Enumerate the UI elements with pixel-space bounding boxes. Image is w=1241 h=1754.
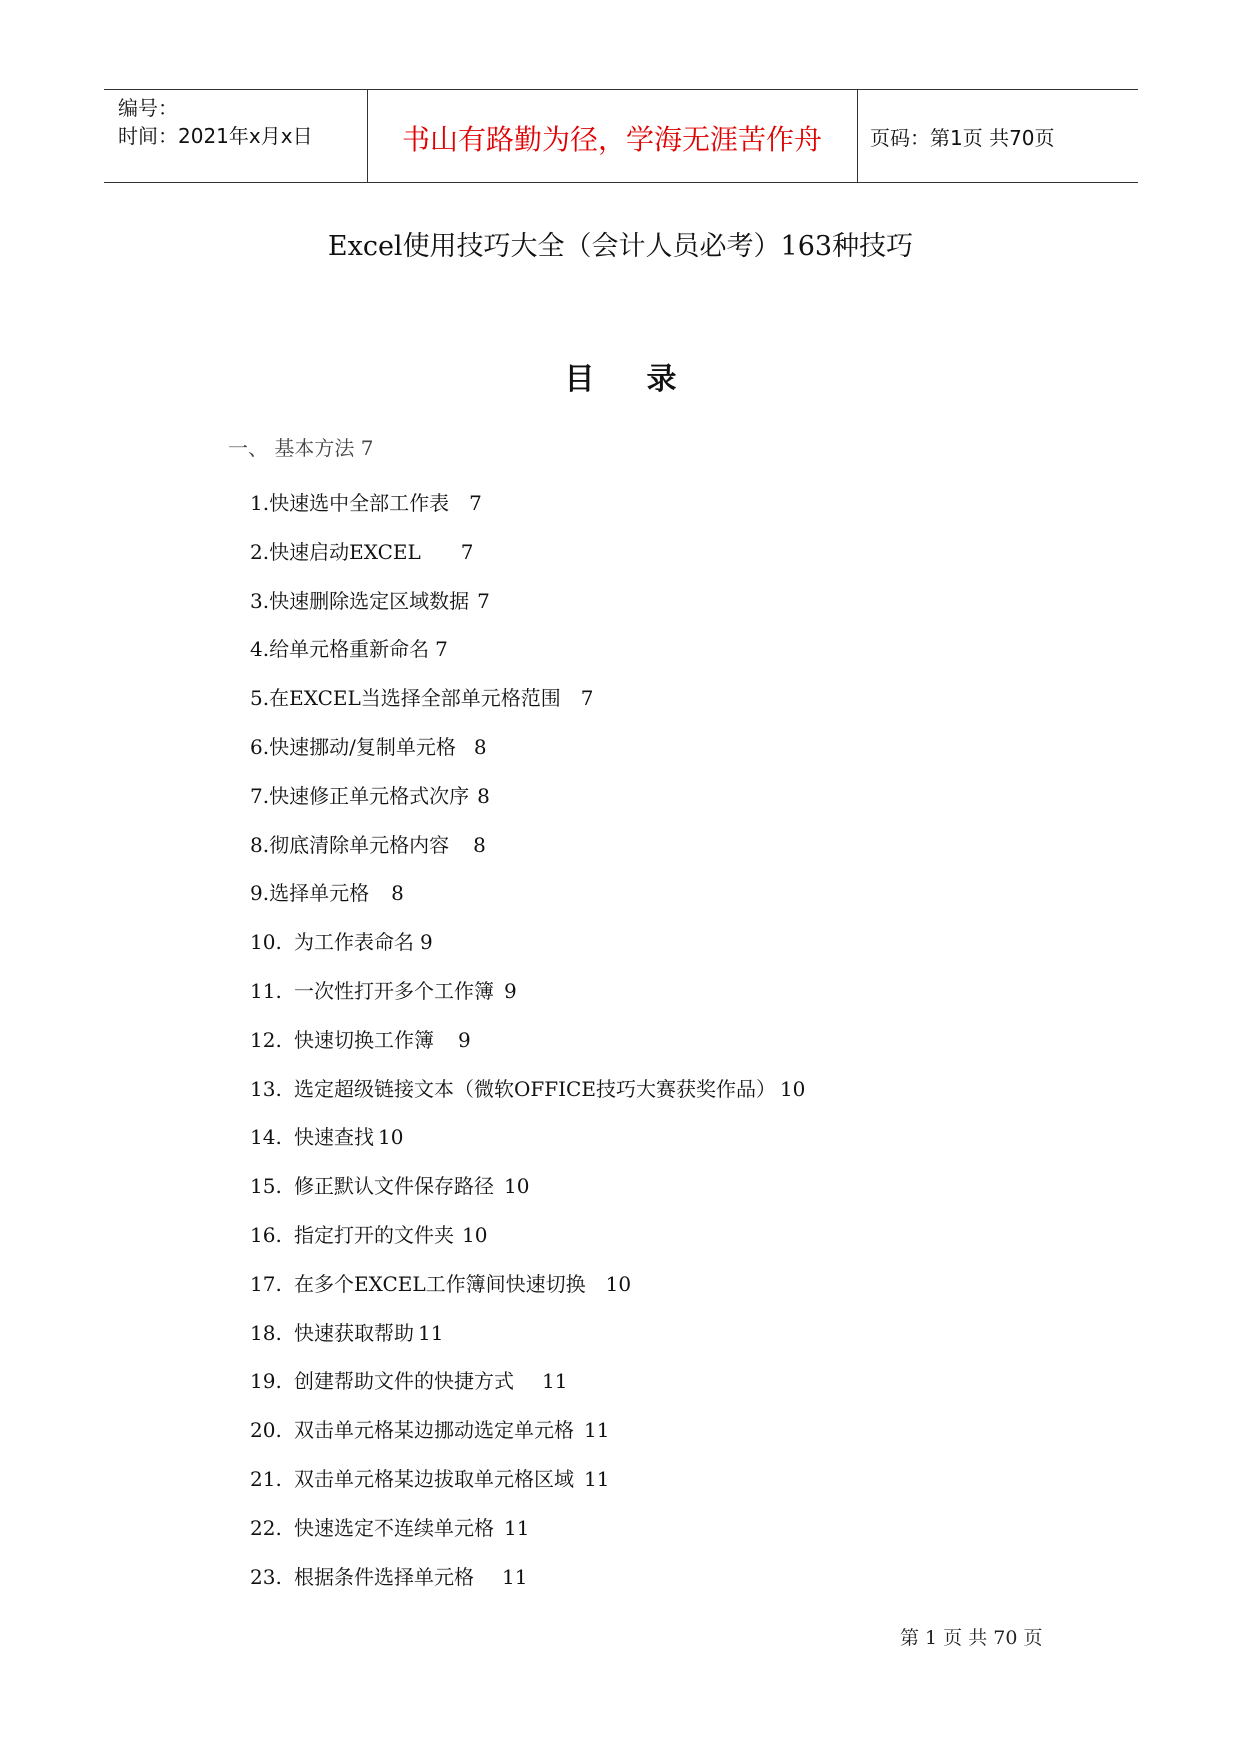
toc-entry[interactable] [250,929,805,978]
toc-entry[interactable] [250,1076,805,1125]
toc-entry-title: 创建帮助文件的快捷方式 [294,1369,514,1394]
toc-entry[interactable] [250,1173,805,1222]
toc-entry-title: 快速查找 [294,1125,374,1150]
toc-entry[interactable] [250,1417,805,1466]
toc-entry[interactable] [250,734,805,783]
toc-entry-number: 14. [250,1125,282,1150]
toc-entry-number: 19. [250,1369,282,1394]
toc-entry-page: 11 [584,1466,610,1491]
toc-entry-number: 7. [250,783,270,808]
toc-entry-page: 8 [473,832,486,857]
toc-entry-title: 快速选中全部工作表 [269,491,450,515]
toc-entry[interactable] [250,1222,805,1271]
toc-entry-number: 16. [250,1222,282,1247]
header-page-info: 页码：第1页 共70页 [870,126,1055,150]
toc-entry-title: 为工作表命名 [294,930,414,955]
toc-entry-number: 5. [250,686,270,711]
toc-list [250,490,805,1612]
toc-entry-number: 10. [250,930,282,955]
toc-entry-page: 10 [605,1271,632,1296]
toc-entry[interactable] [250,588,805,637]
toc-entry-title: 快速启动EXCEL [269,539,421,564]
toc-entry-title: 快速删除选定区域数据 [269,588,470,613]
toc-entry-title: 快速挪动/复制单元格 [269,734,456,759]
toc-entry-number: 4. [250,637,270,662]
toc-entry-number: 1. [250,491,270,515]
toc-entry-number: 8. [250,832,270,857]
toc-entry-page: 7 [460,539,474,564]
toc-entry-title: 在EXCEL当选择全部单元格范围 [269,686,561,711]
toc-entry[interactable] [250,636,805,685]
toc-entry-title: 一次性打开多个工作簿 [294,978,494,1003]
toc-entry-number: 9. [250,881,270,906]
header-meta [118,94,313,150]
toc-entry-page: 9 [458,1027,471,1052]
toc-entry[interactable] [250,880,805,929]
toc-entry-page: 7 [469,491,482,515]
toc-entry-title: 在多个EXCEL工作簿间快速切换 [294,1271,586,1296]
toc-entry-page: 11 [584,1418,610,1443]
toc-entry[interactable] [250,1515,805,1564]
toc-entry-number: 6. [250,734,270,759]
toc-entry-number: 20. [250,1418,282,1443]
toc-entry-number: 21. [250,1466,282,1491]
toc-entry-number: 3. [250,588,270,613]
toc-entry[interactable] [250,685,805,734]
toc-entry[interactable] [250,978,805,1027]
serial-number-label: 编号： [118,96,178,120]
toc-entry-page: 10 [504,1174,530,1199]
toc-entry-page: 8 [473,734,487,759]
toc-entry[interactable] [250,539,805,588]
toc-entry[interactable] [250,1124,805,1173]
toc-entry-page: 9 [420,930,433,955]
toc-entry-title: 快速切换工作簿 [294,1027,434,1052]
toc-entry-page: 10 [462,1222,488,1247]
toc-entry-title: 修正默认文件保存路径 [294,1174,494,1199]
toc-entry[interactable] [250,1466,805,1515]
header-motto: 书山有路勤为径，学海无涯苦作舟 [401,123,822,156]
toc-entry-number: 22. [250,1515,282,1540]
toc-entry-title: 选定超级链接文本（微软OFFICE技巧大赛获奖作品） [294,1076,776,1101]
page-header [104,89,1138,183]
toc-entry-page: 8 [477,783,490,808]
page-footer: 第 1 页 共 70 页 [900,1627,1043,1649]
toc-entry[interactable] [250,1027,805,1076]
toc-entry-title: 快速获取帮助 [294,1320,414,1345]
toc-entry-page: 10 [779,1076,806,1101]
toc-entry-page: 8 [391,881,404,906]
toc-entry-page: 11 [502,1564,528,1589]
toc-entry-title: 双击单元格某边挪动选定单元格 [294,1418,574,1443]
toc-entry-number: 13. [250,1076,282,1101]
toc-entry-number: 15. [250,1174,282,1199]
toc-entry-title: 指定打开的文件夹 [294,1222,454,1247]
toc-entry-number: 18. [250,1320,282,1345]
toc-entry[interactable] [250,1271,805,1320]
toc-entry[interactable] [250,1564,805,1613]
toc-entry-page: 9 [504,978,517,1003]
toc-entry-title: 彻底清除单元格内容 [269,832,450,857]
toc-entry[interactable] [250,1368,805,1417]
toc-entry-number: 17. [250,1271,282,1296]
document-title: Excel使用技巧大全（会计人员必考）163种技巧 [327,231,914,262]
toc-section-heading[interactable]: 一、 基本方法 7 [228,436,374,460]
toc-entry-page: 7 [580,686,594,711]
toc-entry-page: 7 [477,588,490,613]
toc-entry-title: 给单元格重新命名 [269,637,430,662]
toc-entry[interactable] [250,1320,805,1369]
toc-entry-title: 选择单元格 [269,881,370,906]
toc-entry-number: 23. [250,1564,282,1589]
time-label: 时间：2021年x月x日 [118,124,313,148]
toc-entry-number: 2. [250,539,270,564]
toc-entry-page: 7 [435,637,448,662]
toc-entry[interactable] [250,490,805,539]
toc-entry-number: 12. [250,1027,282,1052]
toc-entry-title: 根据条件选择单元格 [294,1564,474,1589]
toc-entry[interactable] [250,783,805,832]
toc-entry-title: 快速选定不连续单元格 [294,1515,494,1540]
toc-heading: 目录 [564,362,729,397]
toc-entry-page: 11 [542,1369,568,1394]
toc-entry[interactable] [250,832,805,881]
toc-entry-page: 10 [378,1125,404,1150]
toc-entry-title: 双击单元格某边拔取单元格区域 [294,1466,574,1491]
toc-entry-number: 11. [250,978,282,1003]
toc-entry-title: 快速修正单元格式次序 [269,783,470,808]
toc-entry-page: 11 [418,1320,444,1345]
toc-entry-page: 11 [504,1515,530,1540]
header-divider [857,90,858,182]
